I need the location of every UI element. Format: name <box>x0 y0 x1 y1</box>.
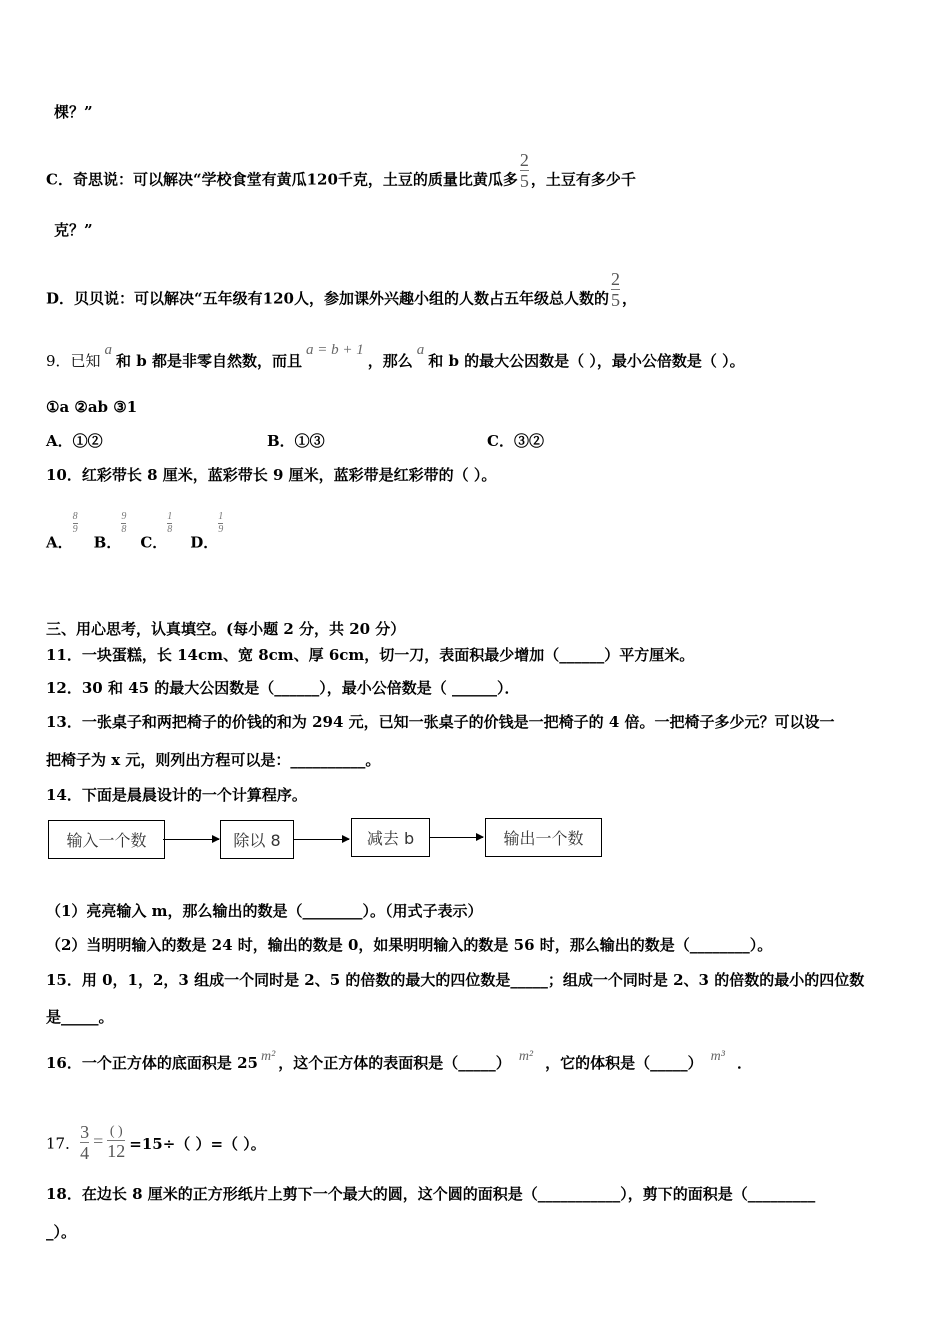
text: =15÷（ ）=（ ）。 <box>129 1134 266 1153</box>
question-18-cont: _）。 <box>46 1223 77 1241</box>
option-c[interactable]: C． <box>140 533 168 552</box>
question-18: 18．在边长 8 厘米的正方形纸片上剪下一个最大的圆，这个圆的面积是（___________），剪下的面积是（_________ <box>46 1185 816 1203</box>
question-11: 11．一块蛋糕，长 14cm、宽 8cm、厚 6cm，切一刀，表面积最少增加（______）平方厘米。 <box>46 646 695 664</box>
text: ，这个正方体的表面积是（_____） <box>278 1054 511 1072</box>
flow-step-divide: 除以 8 <box>220 820 294 859</box>
text: C．奇思说：可以解决“学校食堂有黄瓜120千克，土豆的质量比黄瓜多 <box>46 170 518 189</box>
fraction: $\frac{8}{9}$ <box>72 511 78 535</box>
text: ，土豆有多少千 <box>530 170 636 189</box>
fraction: $\frac{1}{9}$ <box>218 511 224 535</box>
text-line: 棵？” <box>54 103 93 121</box>
question-17 <box>46 1122 266 1164</box>
text: D．贝贝说：可以解决“五年级有120人，参加课外兴趣小组的人数占五年级总人数的 <box>46 289 609 308</box>
question-12: 12．30 和 45 的最大公因数是（______），最小公倍数是（ ______）． <box>46 679 520 697</box>
text: 17． <box>46 1134 81 1153</box>
equals-sign: = <box>93 1130 104 1151</box>
option-b[interactable]: B．①③ <box>267 432 325 450</box>
question-9 <box>46 342 745 372</box>
unit-square-meter: m² <box>518 1049 534 1064</box>
math-equation: a = b + 1 <box>305 342 364 358</box>
text: ， <box>621 289 637 308</box>
flow-step-subtract: 减去 b <box>351 818 430 857</box>
flow-step-output: 输出一个数 <box>485 818 602 857</box>
fraction: $\frac{( )}{12}$ <box>107 1124 126 1161</box>
fraction: $\frac{2}{5}$ <box>610 269 620 310</box>
question-16 <box>46 1049 752 1075</box>
text: 和 b 都是非零自然数，而且 <box>116 352 302 370</box>
math-var: a <box>416 342 425 358</box>
option-a[interactable]: A．①② <box>46 432 103 450</box>
question-13-cont: 把椅子为 x 元，则列出方程可以是：__________。 <box>46 751 381 769</box>
question-9-choices: ①a ②ab ③1 <box>46 398 138 416</box>
question-10-options <box>46 511 224 555</box>
question-10: 10．红彩带长 8 厘米，蓝彩带长 9 厘米，蓝彩带是红彩带的（ ）。 <box>46 466 497 484</box>
text-line: 克？” <box>54 221 93 239</box>
section-heading: 三、用心思考，认真填空。(每小题 2 分，共 20 分） <box>46 620 406 638</box>
text: ． <box>736 1054 752 1072</box>
flow-step-input: 输入一个数 <box>48 820 165 859</box>
question-14-part-1: （1）亮亮输入 m，那么输出的数是（________）。（用式子表示） <box>46 902 483 920</box>
flow-arrow <box>293 839 349 840</box>
fraction: $\frac{1}{8}$ <box>167 511 173 535</box>
text: 9．已知 <box>46 352 101 370</box>
unit-square-meter: m² <box>260 1049 276 1064</box>
text: ，它的体积是（_____） <box>545 1054 703 1072</box>
question-14-part-2: （2）当明明输入的数是 24 时，输出的数是 0，如果明明输入的数是 56 时，那么输出的数是（________）。 <box>46 936 773 954</box>
text: 16．一个正方体的底面积是 25 <box>46 1054 258 1072</box>
text: 和 b 的最大公因数是（ ），最小公倍数是（ ）。 <box>428 352 745 370</box>
flow-arrow <box>163 839 219 840</box>
fraction: $\frac{9}{8}$ <box>121 511 127 535</box>
option-a[interactable]: A． <box>46 533 73 552</box>
flow-arrow <box>429 837 483 838</box>
option-b[interactable]: B． <box>93 533 122 552</box>
question-14: 14．下面是晨晨设计的一个计算程序。 <box>46 786 307 804</box>
option-d[interactable]: D． <box>190 533 219 552</box>
math-var: a <box>104 342 113 358</box>
question-13: 13．一张桌子和两把椅子的价钱的和为 294 元，已知一张桌子的价钱是一把椅子的 4 倍。一把椅子多少元？可以设一 <box>46 713 835 731</box>
option-d-line <box>46 269 637 319</box>
option-c-line <box>46 150 636 200</box>
question-15: 15．用 0，1，2，3 组成一个同时是 2、5 的倍数的最大的四位数是_____；组成一个同时是 2、3 的倍数的最小的四位数 <box>46 971 865 989</box>
question-15-cont: 是_____。 <box>46 1008 114 1026</box>
text: ，那么 <box>367 352 413 370</box>
option-c[interactable]: C．③② <box>487 432 544 450</box>
unit-cubic-meter: m³ <box>710 1049 725 1064</box>
fraction: $\frac{2}{5}$ <box>519 150 529 191</box>
fraction: $\frac{3}{4}$ <box>80 1122 90 1163</box>
